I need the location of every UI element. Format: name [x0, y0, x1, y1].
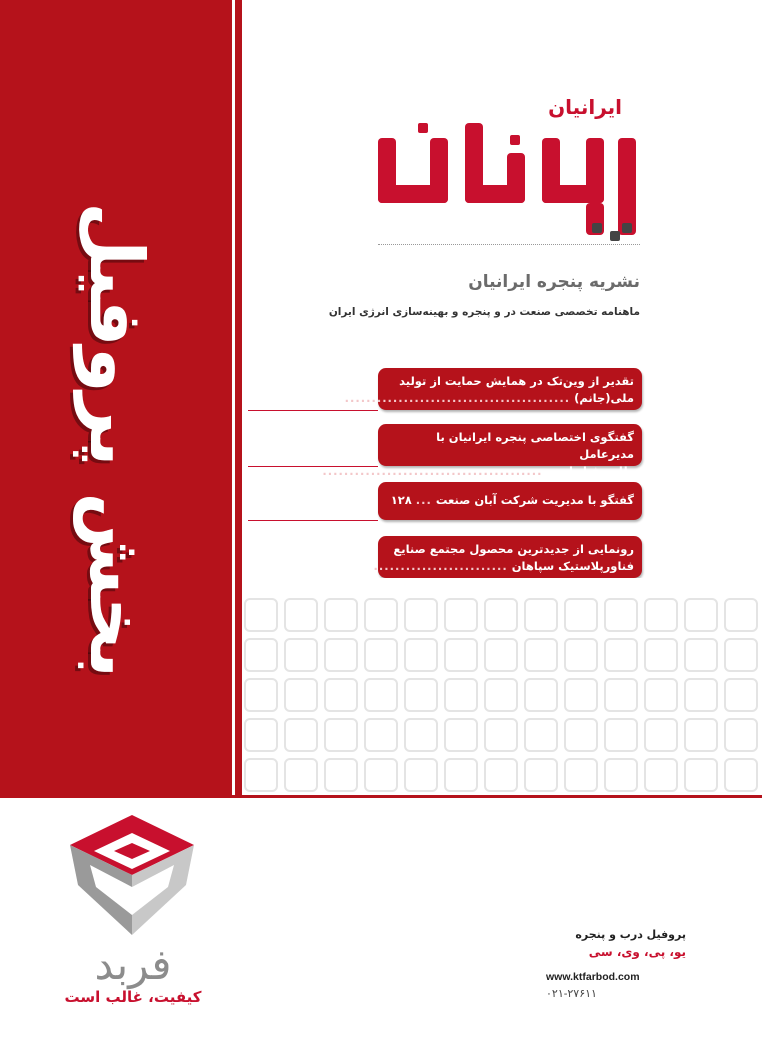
grid-cell: [524, 598, 558, 632]
toc-item[interactable]: [319, 368, 642, 410]
grid-cell: [244, 598, 278, 632]
grid-cell: [604, 678, 638, 712]
advertiser-contact: [546, 928, 686, 1000]
grid-cell: [604, 598, 638, 632]
toc-item[interactable]: [348, 536, 642, 578]
grid-cell: [724, 598, 758, 632]
grid-cell: [684, 638, 718, 672]
grid-cell: [364, 758, 398, 792]
grid-cell: [644, 758, 678, 792]
section-title: بخش پروفیل: [73, 201, 159, 679]
grid-cell: [724, 718, 758, 752]
grid-cell: [524, 718, 558, 752]
grid-cell: [644, 718, 678, 752]
grid-cell: [684, 678, 718, 712]
toc-leader: ..........................................: [344, 391, 571, 405]
grid-cell: [724, 678, 758, 712]
toc-page-number: ۱۲۸: [390, 493, 412, 507]
grid-cell: [444, 598, 478, 632]
toc-page-number: ۱۳۰: [348, 559, 370, 573]
grid-cell: [324, 718, 358, 752]
product-type: یو، پی، وی، سی: [588, 945, 686, 959]
toc-connector: [248, 520, 378, 521]
grid-cell: [284, 678, 318, 712]
grid-cell: [484, 598, 518, 632]
grid-cell: [484, 758, 518, 792]
website-link[interactable]: www.ktfarbod.com: [546, 971, 640, 983]
toc-leader: ...: [415, 493, 432, 507]
grid-cell: [564, 638, 598, 672]
grid-cell: [564, 718, 598, 752]
grid-cell: [604, 758, 638, 792]
toc-item[interactable]: [297, 424, 642, 478]
toc-leader: .........................: [373, 559, 508, 573]
grid-cell: [404, 758, 438, 792]
grid-cell: [364, 678, 398, 712]
grid-cell: [484, 718, 518, 752]
grid-cell: [444, 718, 478, 752]
toc-item-subtitle: فناورپلاستیک سپاهان: [511, 559, 634, 573]
phone-number: ۰۲۱-۲۷۶۱۱: [546, 988, 597, 1000]
grid-cell: [404, 718, 438, 752]
toc-item-title: رونمایی از جدیدترین محصول مجتمع صنایع: [393, 542, 634, 556]
grid-cell: [484, 638, 518, 672]
toc-item-subtitle: طلیروفیل ارس: [546, 464, 634, 478]
grid-cell: [244, 758, 278, 792]
grid-cell: [684, 718, 718, 752]
toc-item-title: گفتگوی اختصاصی پنجره ایرانیان با مدیرعامل: [436, 430, 634, 461]
grid-cell: [604, 718, 638, 752]
grid-cell: [364, 598, 398, 632]
grid-cell: [604, 638, 638, 672]
grid-cell: [444, 758, 478, 792]
grid-cell: [484, 678, 518, 712]
toc-item-subtitle: ملی(جانم): [574, 391, 634, 405]
bottom-divider: [0, 795, 762, 798]
toc-item-title: تقدیر از وین‌تک در همایش حمایت از تولید: [399, 374, 634, 388]
grid-cell: [524, 678, 558, 712]
decorative-grid: [242, 578, 762, 790]
grid-cell: [684, 758, 718, 792]
section-red-panel: [0, 0, 232, 795]
grid-cell: [724, 638, 758, 672]
grid-cell: [244, 718, 278, 752]
grid-cell: [404, 598, 438, 632]
grid-cell: [404, 638, 438, 672]
grid-cell: [684, 598, 718, 632]
grid-cell: [444, 678, 478, 712]
toc-connector: [248, 410, 378, 411]
magazine-logo: [370, 95, 640, 245]
grid-cell: [524, 758, 558, 792]
grid-cell: [324, 758, 358, 792]
red-stripe: [235, 0, 242, 795]
farbod-emblem-icon: [70, 815, 194, 935]
grid-cell: [404, 678, 438, 712]
advertiser-name: فربد: [94, 940, 172, 989]
toc-item[interactable]: [378, 482, 642, 520]
masthead-divider: [378, 244, 640, 245]
grid-cell: [524, 638, 558, 672]
toc-page-number: ۱۲۲: [319, 391, 341, 405]
toc-item-title: گفتگو با مدیریت شرکت آبان صنعت: [435, 493, 634, 507]
logo-brand-text: ایرانیان: [548, 95, 622, 119]
toc-page-number: ۱۲۶: [297, 464, 319, 478]
grid-cell: [324, 678, 358, 712]
grid-cell: [244, 678, 278, 712]
grid-cell: [324, 638, 358, 672]
grid-cell: [564, 758, 598, 792]
grid-cell: [364, 638, 398, 672]
grid-cell: [284, 758, 318, 792]
grid-cell: [644, 598, 678, 632]
grid-cell: [564, 598, 598, 632]
grid-cell: [324, 598, 358, 632]
grid-cell: [284, 638, 318, 672]
grid-cell: [284, 718, 318, 752]
grid-cell: [364, 718, 398, 752]
magazine-title: نشریه پنجره ایرانیان: [468, 272, 640, 292]
grid-cell: [244, 638, 278, 672]
product-line: پروفیل درب و پنجره: [575, 928, 686, 941]
grid-cell: [284, 598, 318, 632]
magazine-subtitle: ماهنامه تخصصی صنعت در و پنجره و بهینه‌سازی انرژی ایران: [328, 306, 640, 318]
advertiser-slogan: کیفیت، غالب است: [64, 988, 202, 1006]
grid-cell: [444, 638, 478, 672]
grid-cell: [724, 758, 758, 792]
logo-mark-icon: [370, 113, 640, 243]
grid-cell: [644, 638, 678, 672]
toc-leader: .........................................: [322, 464, 543, 478]
grid-cell: [644, 678, 678, 712]
grid-cell: [564, 678, 598, 712]
